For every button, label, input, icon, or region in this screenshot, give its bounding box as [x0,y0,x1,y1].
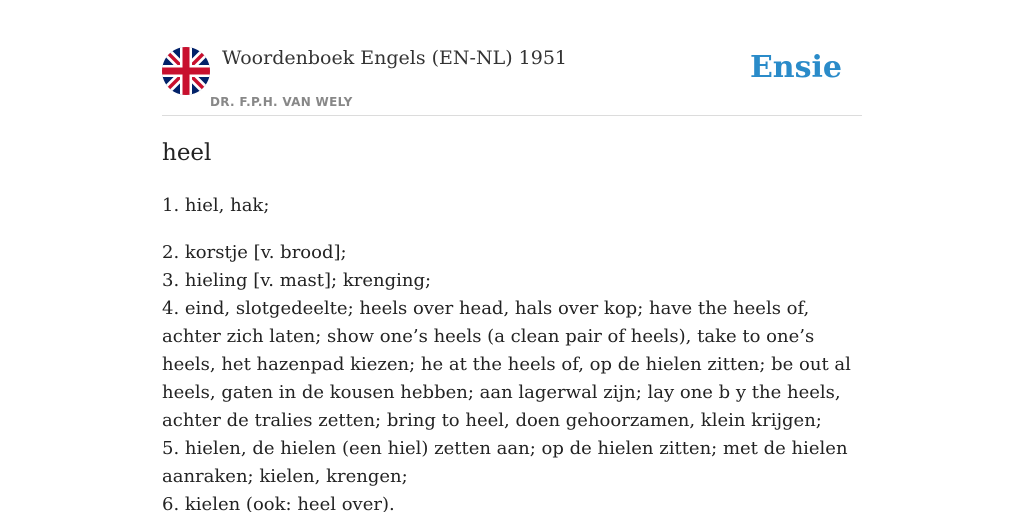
definition-item: 5. hielen, de hielen (een hiel) zetten aan; op de hielen zitten; met de hielen aanraken; kielen, krengen; [162,438,848,487]
definition-item: 4. eind, slotgedeelte; heels over head, hals over kop; have the heels of, achter zich laten; show one’s heels (a clean pair of heels), take to one’s heels, het hazenpad kiezen; he at the heels of, op de hielen zitten; be out al heels, gaten in de kousen hebben; aan lagerwal zijn; lay one b y the heels, achter de tralies zetten; bring to heel, doen gehoorzamen, klein krijgen; [162,298,851,431]
book-author: DR. F.P.H. VAN WELY [210,95,353,109]
book-title: Woordenboek Engels (EN-NL) 1951 [222,47,567,69]
definition-item: 2. korstje [v. brood]; [162,242,347,263]
entry-headword: heel [162,140,212,166]
definition-item: 1. hiel, hak; [162,195,270,216]
dictionary-header [162,40,862,116]
ensie-logo-link[interactable]: Ensie [749,50,842,85]
uk-flag-icon [162,47,210,95]
definition-item: 3. hieling [v. mast]; krenging; [162,270,432,291]
definition-item: 6. kielen (ook: heel over). [162,494,395,512]
definition-list [162,192,862,512]
